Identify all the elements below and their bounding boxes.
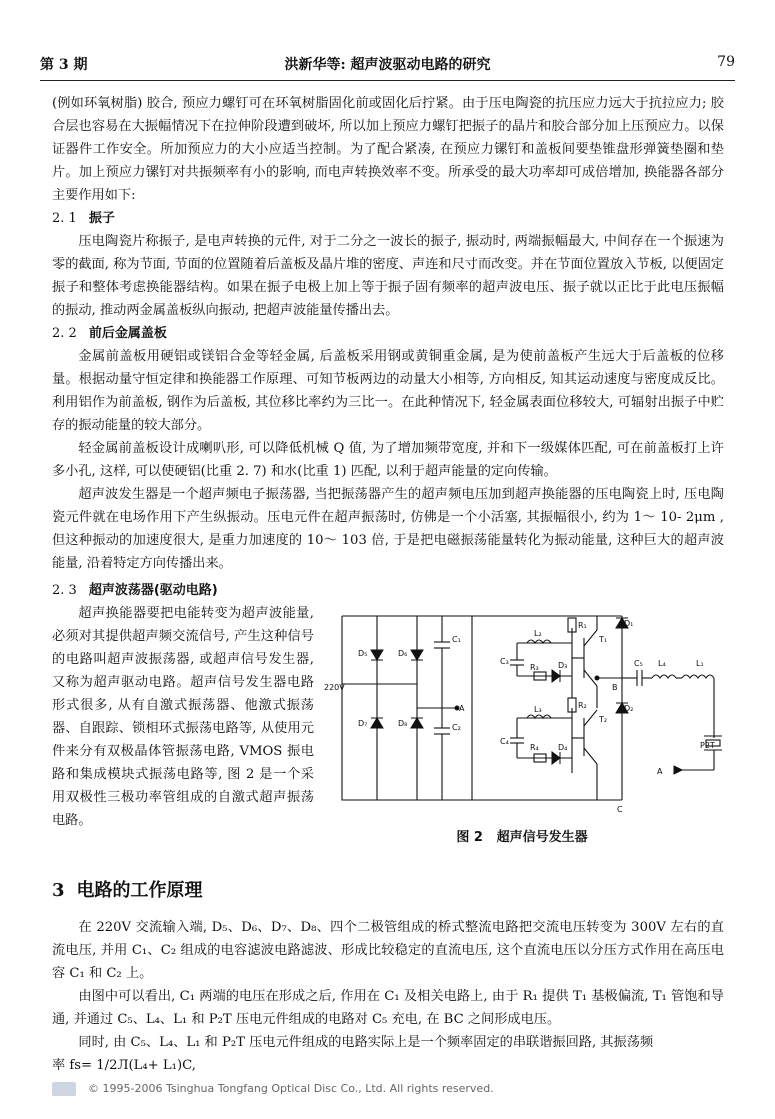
label-d4: D₄: [558, 743, 568, 752]
copyright-text: © 1995-2006 Tsinghua Tongfang Optical Disc Co., Ltd. All rights reserved.: [88, 1082, 494, 1095]
label-c4: C₄: [500, 737, 509, 746]
section-3-para-3: 同时, 由 C₅、L₄、L₁ 和 P₂T 压电元件组成的电路实际上是一个频率固定的串联谐振回路, 其振荡频: [78, 1035, 654, 1050]
label-c: C: [617, 805, 623, 814]
section-3-para-2: 由图中可以看出, C₁ 两端的电压在形成之后, 作用在 C₁ 及相关电路上, 由于 R₁ 提供 T₁ 基极偏流, T₁ 管饱和导通, 并通过 C₅、L₄、L₁ 和 P₂T 压电元件组成的电路对 C₅ 充电, 在 BC 之间形成电压。: [52, 989, 724, 1027]
label-r3: R₃: [530, 663, 539, 672]
section-2-1-heading: [52, 207, 724, 230]
label-l1: L₁: [696, 659, 704, 668]
label-c3: C₃: [500, 657, 509, 666]
header-rule: [40, 80, 735, 81]
section-title: 前后金属盖板: [88, 326, 167, 341]
section-2-2-para-1: 金属前盖板用硬铝或镁铝合金等轻金属, 后盖板采用钢或黄铜重金属, 是为使前盖板产生远大于后盖板的位移量。根据动量守恒定律和换能器工作原理、可知节板两边的动量大小相等, 方向相反, 知其运动速度与密度成反比。利用铝作为前盖板, 钢作为后盖板, 其位移比率约为三比一。在此种情况下, 轻金属表面位移较大, 可辐射出振子中贮存的振动能量的较大部分。: [52, 349, 724, 433]
section-2-2-para-3: 超声波发生器是一个超声频电子振荡器, 当把振荡器产生的超声频电压加到超声换能器的压电陶瓷上时, 压电陶瓷元件就在电场作用下产生纵振动。压电元件在超声振荡时, 仿佛是一个小活塞, 其振幅很小, 约为 1～ 10- 2μm , 但这种振动的加速度很大, 是重力加速度的 10～ 103 倍, 于是把电磁振荡能量转化为振动能量, 这种巨大的超声波能量, 沿着特定方向传播出来。: [52, 487, 724, 571]
section-3-para-1: 在 220V 交流输入端, D₅、D₆、D₇、D₈、四个二极管组成的桥式整流电路把交流电压转变为 300V 左右的直流电压, 并用 C₁、C₂ 组成的电容滤波电路滤波、形成比较稳定的直流电压, 这个直流电压以分压方式作用在高压电容 C₁ 和 C₂ 上。: [52, 920, 724, 981]
figure-number: 图 2: [456, 830, 483, 845]
label-r4: R₄: [530, 743, 539, 752]
section-2-1-text: 压电陶瓷片称振子, 是电声转换的元件, 对于二分之一波长的振子, 振动时, 两端振幅最大, 中间存在一个振速为零的截面, 称为节面, 节面的位置随着后盖板及晶片堆的密度、声连和尺寸而改变。并在节面位置放入节板, 以便固定振子和整体考虑换能器结构。如果在振子电极上加上等于振子固有频率的超声波电压、振子就以正比于此电压振幅的振动, 推动两金属盖板纵向振动, 把超声波能量传播出去。: [52, 234, 724, 318]
section-3-formula: 率 fs= 1/2Л(L₄+ L₁)C,: [52, 1058, 196, 1073]
section-3-heading: [52, 876, 203, 902]
label-r2: R₂: [578, 701, 587, 710]
figure-caption: [322, 826, 722, 845]
body-left-column: [52, 579, 314, 832]
label-l3: L₃: [534, 705, 542, 714]
label-220v: 220V: [324, 683, 345, 692]
figure-title: 超声信号发生器: [496, 830, 588, 845]
label-d7: D₇: [358, 719, 368, 728]
section-2-2-para-2: 轻金属前盖板设计成喇叭形, 可以降低机械 Q 值, 为了增加频带宽度, 并和下一级媒体匹配, 可在前盖板打上许多小孔, 这样, 可以使硬铝(比重 2. 7) 和水(比重 1) 匹配, 以利于超声能量的定向传输。: [52, 441, 724, 479]
label-c5: C₅: [634, 659, 643, 668]
label-a1: A: [459, 704, 465, 713]
issue-label: 第 3 期: [40, 57, 88, 73]
footer: [52, 1082, 735, 1096]
running-header: [40, 54, 735, 74]
section-number: 2. 2: [52, 326, 77, 341]
section-title: 超声波荡器(驱动电路): [88, 583, 218, 598]
publisher-logo-icon: [52, 1082, 76, 1096]
label-c2: C₂: [452, 723, 461, 732]
running-title: 洪新华等: 超声波驱动电路的研究: [284, 57, 491, 73]
label-d5: D₅: [358, 649, 368, 658]
section-2-3-heading: [52, 579, 314, 602]
label-d2: D₂: [624, 704, 634, 713]
label-t1: T₁: [599, 635, 608, 644]
body-top: [52, 92, 724, 575]
label-d6: D₆: [398, 649, 408, 658]
section-title: 振子: [88, 211, 115, 226]
section-number: 2. 3: [52, 583, 77, 598]
top-paragraph: (例如环氧树脂) 胶合, 预应力螺钉可在环氧树脂固化前或固化后拧紧。由于压电陶瓷的抗压应力远大于抗拉应力; 胶合层也容易在大振幅情况下在拉伸阶段遭到破坏, 所以加上预应力螺钉把振子的晶片和胶合部分加上压预应力。以保证器件工作安全。所加预应力的大小应适当控制。为了配合紧凑, 在预应力镙钉和盖板间要垫锥盘形弹簧垫圈和垫片。加上预应力镙钉对共振频率有小的影响, 而电声转换效率不变。所承受的最大功率却可成倍增加, 换能器各部分主要作用如下:: [52, 96, 724, 203]
label-p2t: P2T: [700, 741, 715, 750]
label-a2: A: [657, 767, 663, 776]
page-number: 79: [717, 54, 735, 70]
label-d8: D₈: [398, 719, 408, 728]
section-number: 2. 1: [52, 211, 77, 226]
label-l2: L₂: [534, 629, 542, 638]
label-d1: D₁: [624, 619, 634, 628]
label-d3: D₃: [558, 661, 568, 670]
label-b: B: [612, 683, 618, 692]
label-l4: L₄: [658, 659, 666, 668]
section-2-3-text: 超声换能器要把电能转变为超声波能量, 必须对其提供超声频交流信号, 产生这种信号的电路叫超声波振荡器, 或超声信号发生器, 又称为超声驱动电路。超声信号发生器电路形式很多, 从有自激式振荡器、他激式振荡器、自跟踪、锁相环式振荡电路等, 从使用元件来分有双极晶体管振荡电路, VMOS 振电路和集成模块式振荡电路等, 图 2 是一个采用双极性三极功率管组成的自激式超声振荡电路。: [52, 606, 314, 828]
label-c1: C₁: [452, 635, 461, 644]
section-number: 3: [52, 880, 65, 901]
section-2-2-heading: [52, 322, 724, 345]
label-t2: T₂: [599, 715, 608, 724]
label-r1: R₁: [578, 621, 587, 630]
body-bottom: [52, 916, 724, 1077]
section-title: 电路的工作原理: [76, 880, 203, 901]
circuit-diagram: [322, 598, 722, 818]
